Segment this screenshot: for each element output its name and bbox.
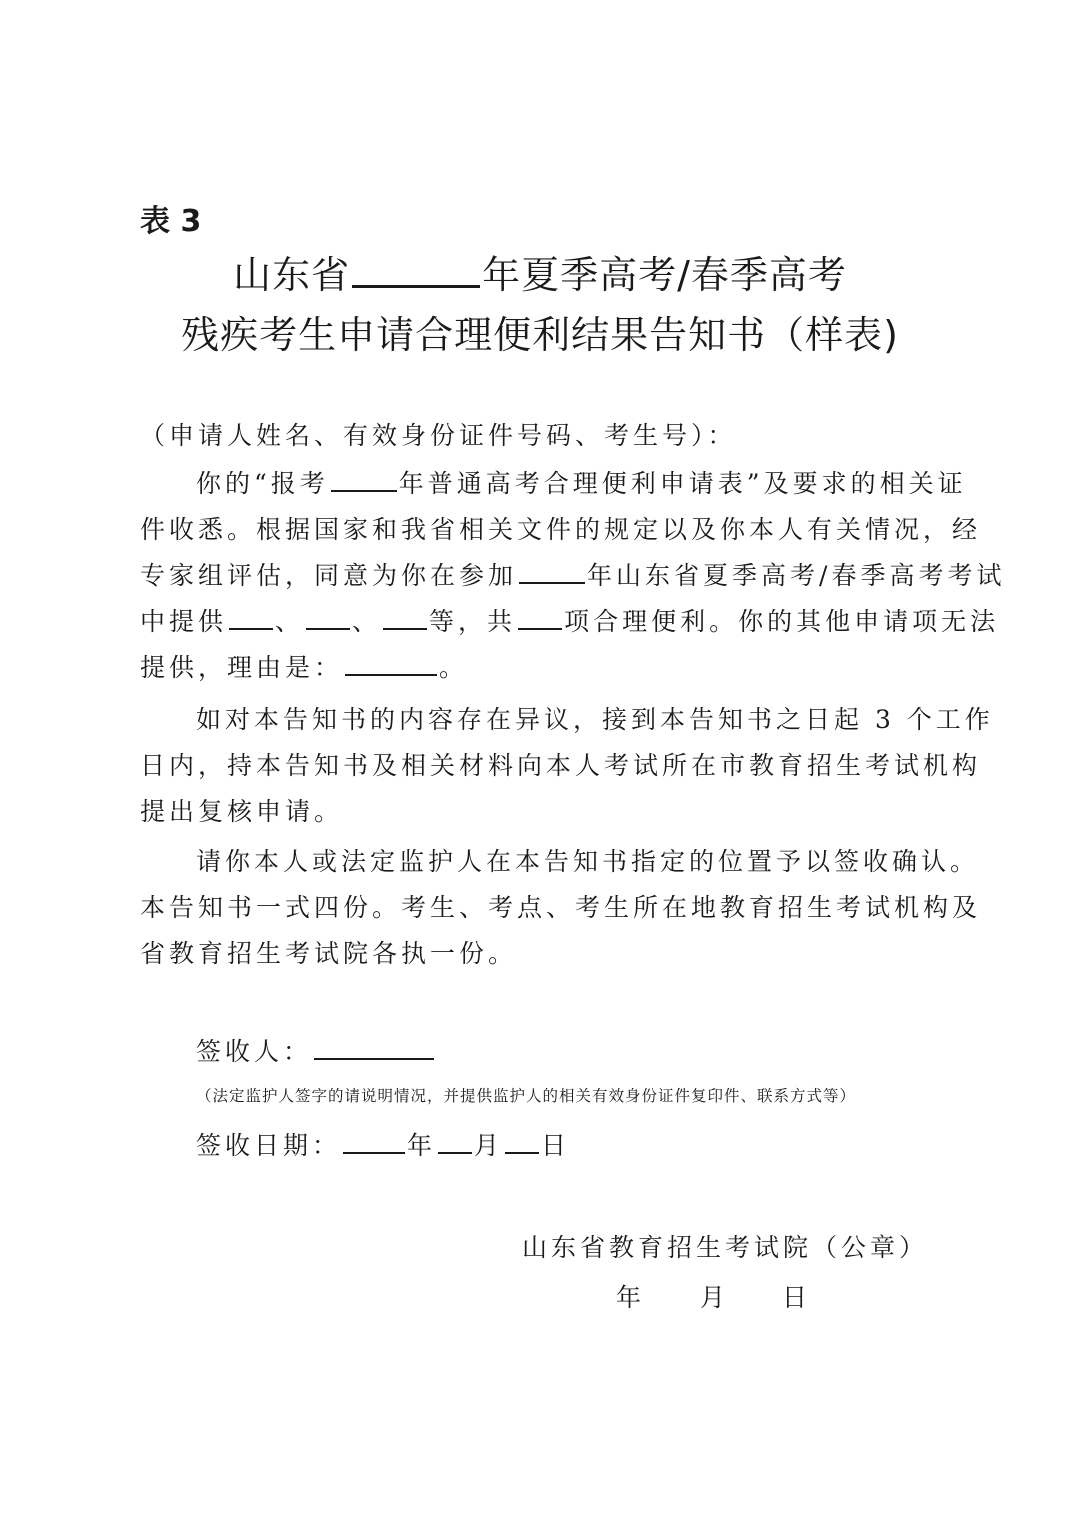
- issuer-month: 月: [700, 1283, 730, 1312]
- guardian-note: （法定监护人签字的请说明情况，并提供监护人的相关有效身份证件复印件、联系方式等）: [196, 1087, 857, 1105]
- paragraph-1-line-1: 你的“报考 年普通高考合理便利申请表”及要求的相关证: [196, 464, 940, 500]
- paragraph-2-line-2: 日内，持本告知书及相关材料向本人考试所在市教育招生考试机构: [140, 751, 982, 780]
- signer-line: [196, 1032, 940, 1068]
- sign-month-field[interactable]: [438, 1128, 472, 1154]
- paragraph-2-line-1: 如对本告知书的内容存在异议，接到本告知书之日起 3 个工作: [196, 705, 994, 734]
- paragraph-2-line-3: 提出复核申请。: [140, 797, 344, 826]
- convenience-item-3-blank[interactable]: [383, 604, 427, 630]
- sign-date-line: 签收日期： 年 月 日: [196, 1126, 940, 1162]
- table-number: 表 3: [140, 204, 202, 239]
- document-title-line-2: 残疾考生申请合理便利结果告知书（样表): [181, 313, 899, 357]
- issuer-name: 山东省教育招生考试院（公章）: [522, 1233, 929, 1262]
- title-exam-type: 年夏季高考/春季高考: [482, 253, 847, 297]
- paragraph-3-line-1: 请你本人或法定监护人在本告知书指定的位置予以签收确认。: [196, 847, 980, 876]
- convenience-count-blank[interactable]: [518, 604, 562, 630]
- convenience-item-2-blank[interactable]: [306, 604, 350, 630]
- applicant-info-line: （申请人姓名、有效身份证件号码、考生号）：: [140, 421, 737, 450]
- paragraph-1-line-5: 提供，理由是： 。: [140, 648, 940, 684]
- paragraph-1-line-3: 专家组评估，同意为你在参加 年山东省夏季高考/春季高考考试: [140, 556, 940, 592]
- signer-label: 签收人：: [196, 1037, 313, 1066]
- document-title-line-1: [0, 244, 1080, 299]
- exam-year-blank[interactable]: [519, 558, 585, 584]
- apply-year-blank[interactable]: [331, 466, 397, 492]
- issuer-day: 日: [782, 1283, 812, 1312]
- title-province: 山东省: [233, 253, 351, 297]
- issuer-year: 年: [616, 1283, 646, 1312]
- reason-blank[interactable]: [345, 650, 437, 676]
- convenience-item-1-blank[interactable]: [229, 604, 273, 630]
- sign-day-field[interactable]: [505, 1128, 539, 1154]
- title-year-blank[interactable]: [352, 249, 480, 288]
- paragraph-1-line-4: 中提供 、 、 等，共 项合理便利。你的其他申请项无法: [140, 602, 940, 638]
- sign-year-field[interactable]: [343, 1128, 405, 1154]
- paragraph-1-line-2: 件收悉。根据国家和我省相关文件的规定以及你本人有关情况，经: [140, 515, 982, 544]
- paragraph-3-line-3: 省教育招生考试院各执一份。: [140, 939, 518, 968]
- signer-field[interactable]: [314, 1034, 434, 1060]
- paragraph-3-line-2: 本告知书一式四份。考生、考点、考生所在地教育招生考试机构及: [140, 893, 982, 922]
- sign-date-label: 签收日期：: [196, 1131, 342, 1160]
